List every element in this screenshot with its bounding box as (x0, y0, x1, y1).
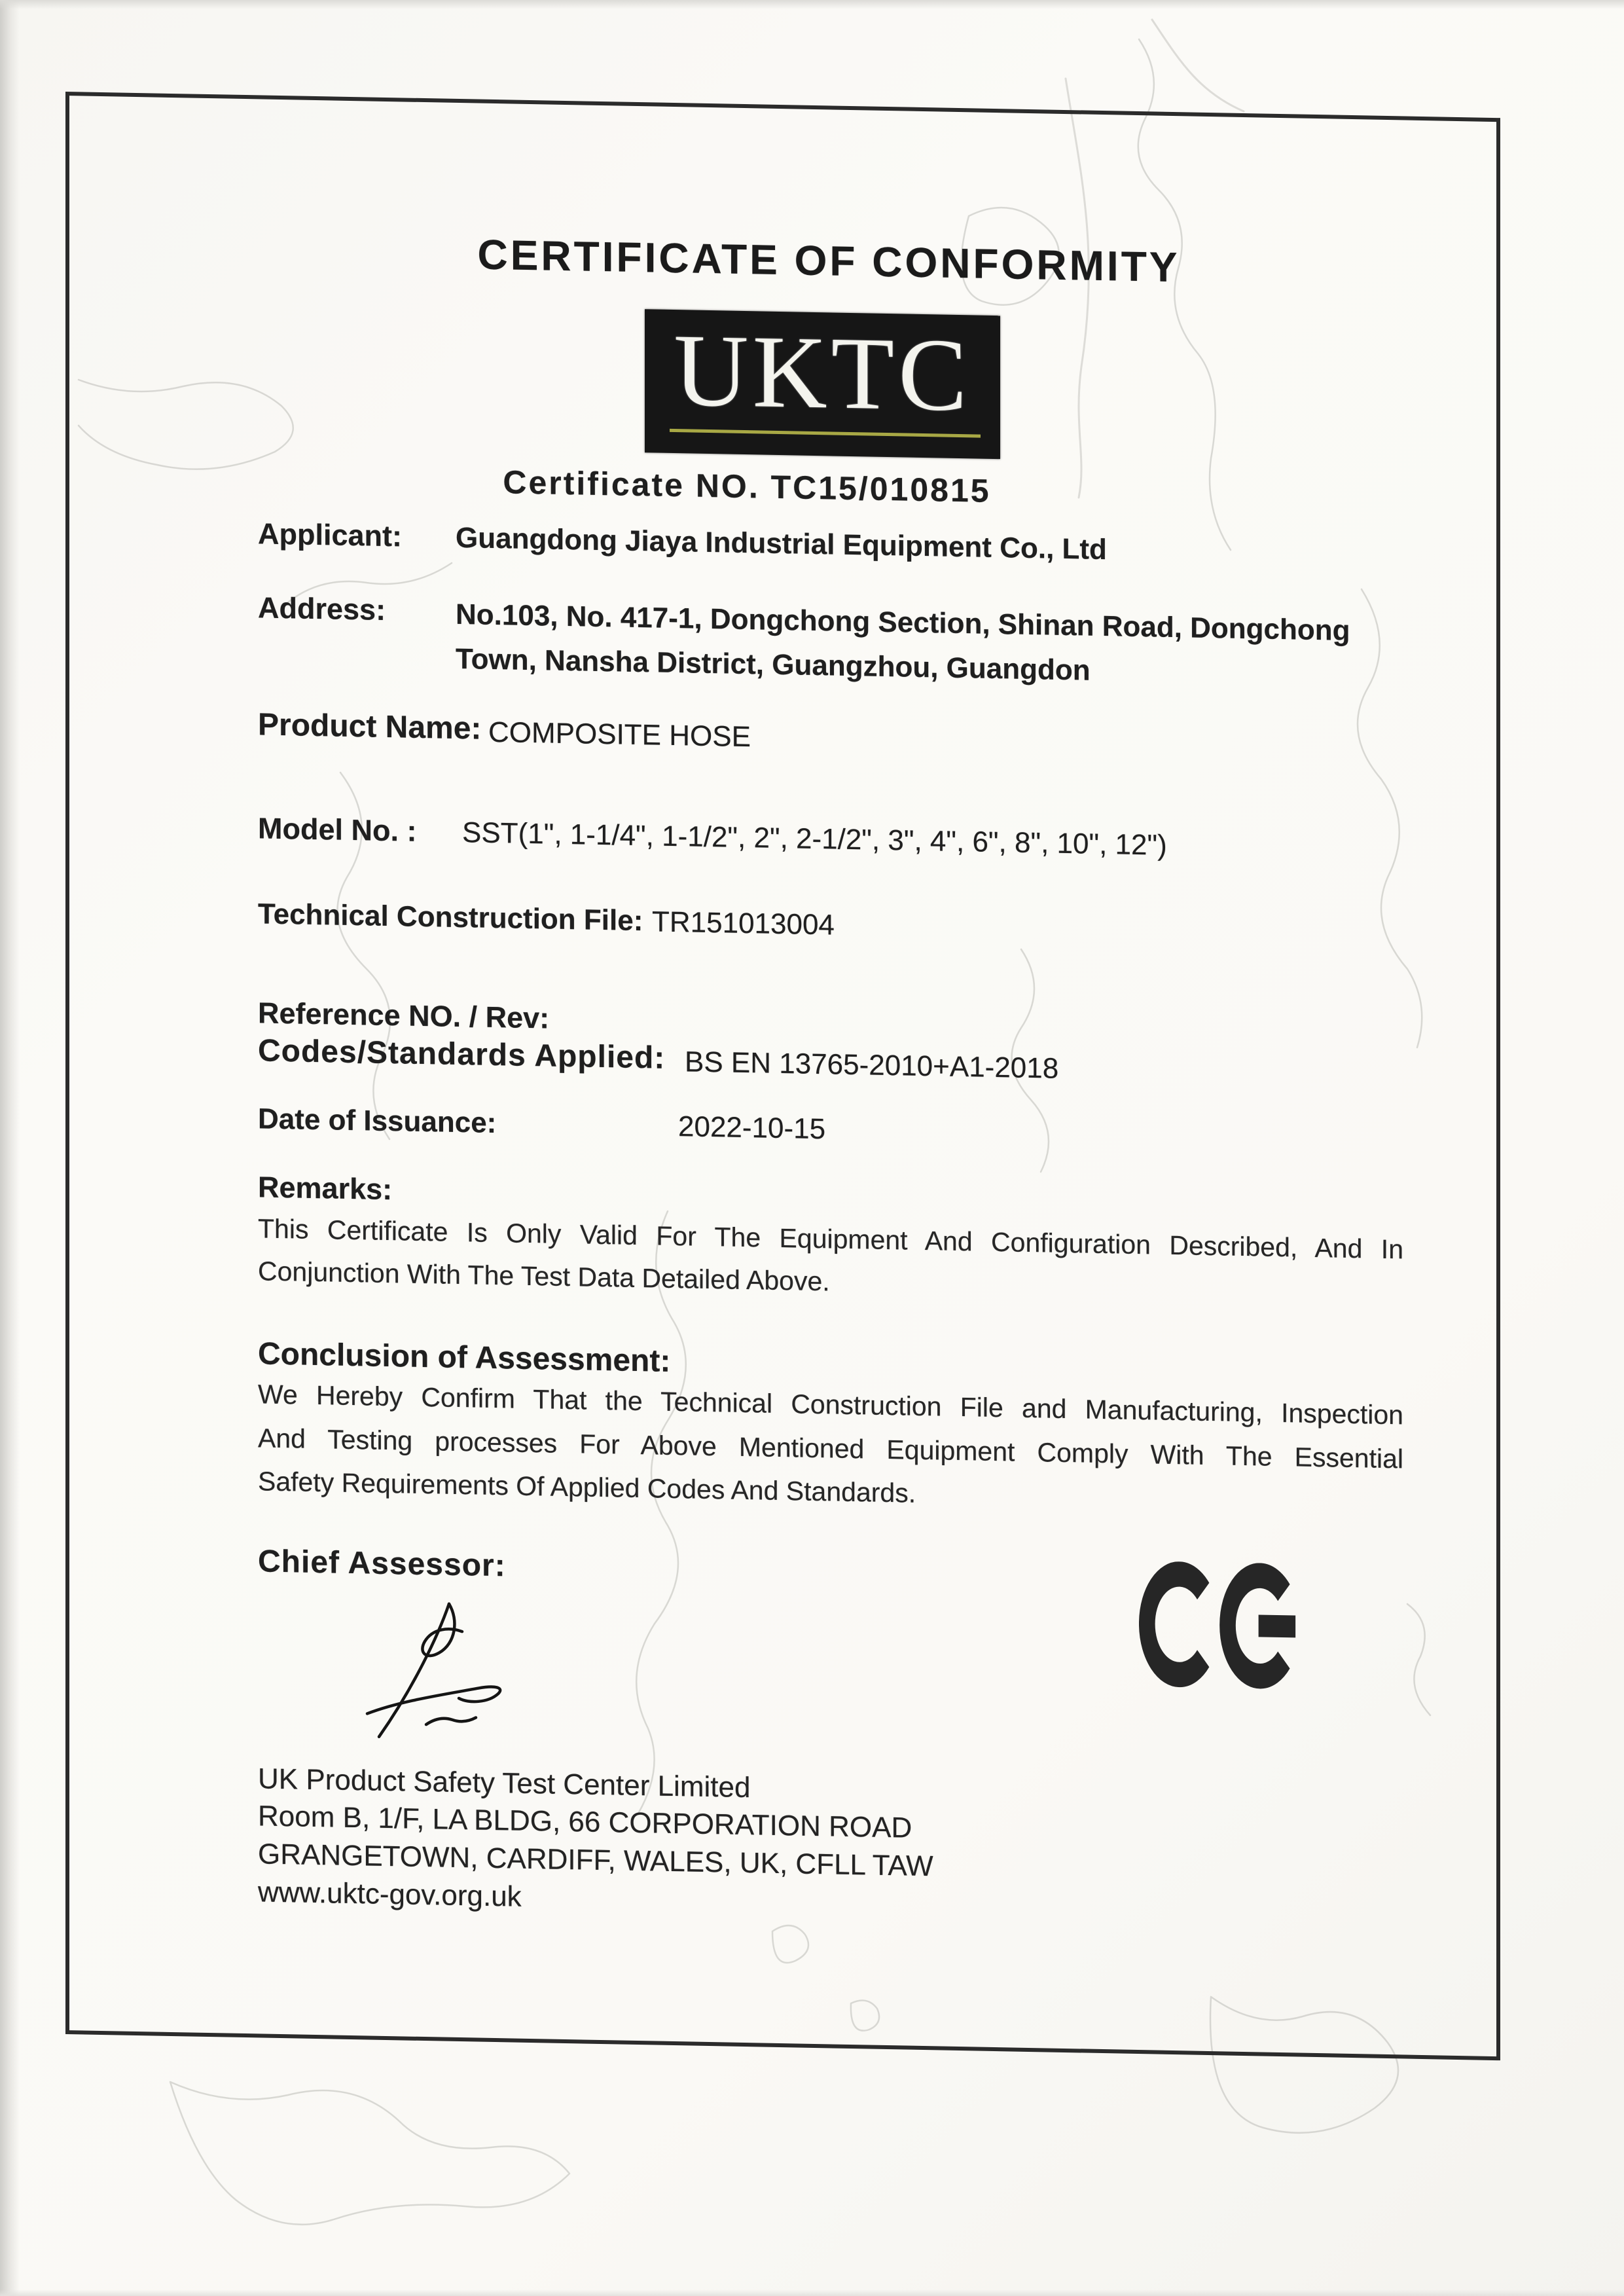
applicant-label: Applicant: (258, 517, 402, 553)
issuer-city-line: GRANGETOWN, CARDIFF, WALES, UK, CFLL TAW (258, 1838, 933, 1883)
uktc-logo-text: UKTC (674, 313, 971, 433)
ce-mark-icon (1139, 1561, 1303, 1690)
remarks-line-1: This Certificate Is Only Valid For The Equipment And Configuration Described, And In (258, 1213, 1403, 1265)
certificate-title: CERTIFICATE OF CONFORMITY (477, 230, 1180, 291)
address-label: Address: (258, 591, 386, 627)
product-name-value: COMPOSITE HOSE (488, 716, 751, 754)
reference-no-rev-label: Reference NO. / Rev: (258, 996, 550, 1035)
remarks-line-2: Conjunction With The Test Data Detailed Above. (258, 1256, 830, 1297)
uktc-logo (645, 309, 1000, 459)
codes-standards-value: BS EN 13765-2010+A1-2018 (685, 1046, 1059, 1085)
address-line-2: Town, Nansha District, Guangzhou, Guangdon (456, 642, 1091, 687)
address-line-1: No.103, No. 417-1, Dongchong Section, Shinan Road, Dongchong (456, 598, 1350, 647)
conclusion-line-2: And Testing processes For Above Mentioned Equipment Comply With The Essential (258, 1423, 1403, 1474)
conclusion-line-1: We Hereby Confirm That the Technical Construction File and Manufacturing, Inspection (258, 1379, 1403, 1430)
codes-standards-label: Codes/Standards Applied: (258, 1033, 666, 1076)
conclusion-label: Conclusion of Assessment: (258, 1336, 671, 1379)
chief-assessor-label: Chief Assessor: (258, 1544, 506, 1584)
issuer-address-line: Room B, 1/F, LA BLDG, 66 CORPORATION ROAD (258, 1800, 912, 1844)
model-no-value: SST(1", 1-1/4", 1-1/2", 2", 2-1/2", 3", 4", 6", 8", 10", 12") (462, 816, 1167, 862)
model-no-label: Model No. : (258, 811, 417, 848)
issuer-website: www.uktc-gov.org.uk (258, 1876, 522, 1913)
technical-construction-file-value: TR151013004 (652, 905, 835, 941)
issuer-name: UK Product Safety Test Center Limited (258, 1762, 751, 1804)
certificate-number: Certificate NO. TC15/010815 (503, 464, 991, 509)
assessor-signature (328, 1588, 544, 1749)
remarks-label: Remarks: (258, 1170, 393, 1207)
product-name-label: Product Name: (258, 707, 482, 746)
date-of-issuance-value: 2022-10-15 (678, 1110, 826, 1146)
technical-construction-file-label: Technical Construction File: (258, 898, 643, 938)
conclusion-line-3: Safety Requirements Of Applied Codes And Standards. (258, 1466, 916, 1508)
date-of-issuance-label: Date of Issuance: (258, 1102, 497, 1140)
applicant-value: Guangdong Jiaya Industrial Equipment Co., Ltd (456, 521, 1107, 566)
certificate-frame (65, 92, 1500, 2060)
address-value (456, 592, 1350, 698)
